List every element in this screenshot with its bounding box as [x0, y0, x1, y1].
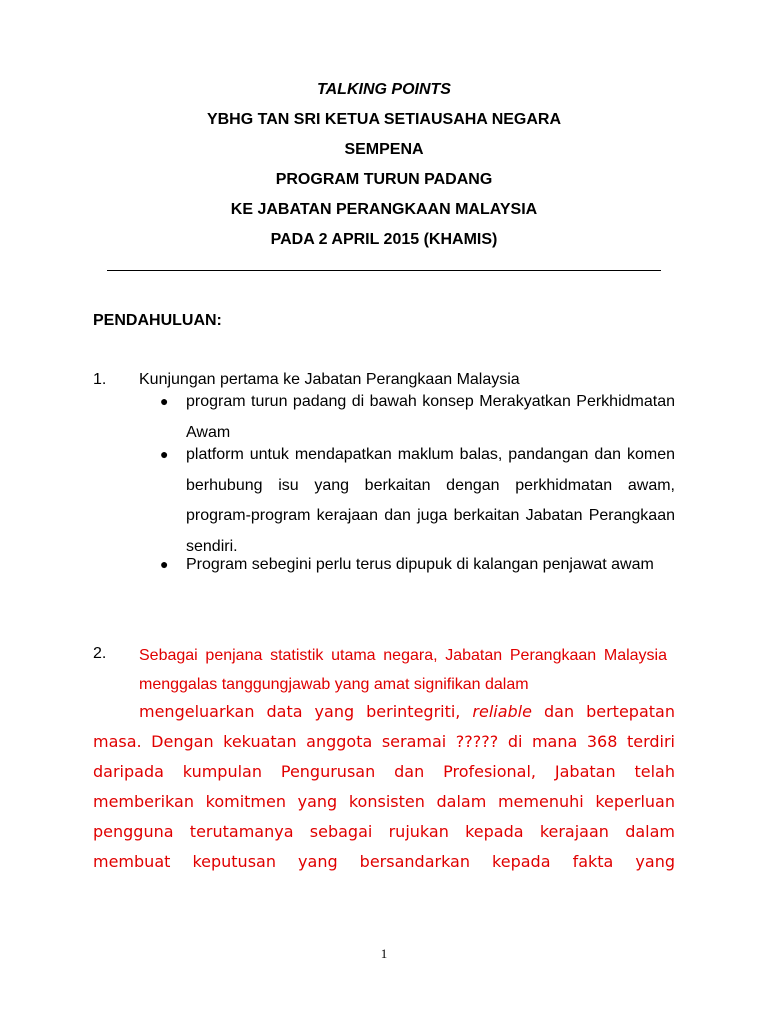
item-2-number: 2. — [93, 645, 107, 662]
section-title: PENDAHULUAN: — [93, 312, 222, 329]
bullet-icon: ● — [160, 446, 169, 462]
page-number: 1 — [380, 946, 388, 961]
bullet-icon: ● — [160, 393, 169, 409]
item-2-text-b: dan bertepatan masa. Dengan kekuatan anggota seramai ????? di mana 368 terdiri daripada kumpulan Pengurusan dan Profesional, Jabatan telah memberikan komitmen yang konsisten dalam memenuhi keperluan pengguna terutamanya sebagai rujukan kepada kerajaan dalam membuat keputusan yang bersandarkan kepada fakta yang — [93, 702, 675, 871]
header-line-3: SEMPENA — [344, 141, 424, 158]
bullet-item-2: platform untuk mendapatkan maklum balas, pandangan dan komen berhubung isu yang berkaitan dengan perkhidmatan awam, program-program kerajaan dan juga berkaitan Jabatan Perangkaan sendiri. — [186, 446, 675, 555]
header-title: TALKING POINTS — [317, 81, 451, 98]
bullet-icon: ● — [160, 556, 169, 572]
header-line-5: KE JABATAN PERANGKAAN MALAYSIA — [230, 201, 538, 218]
item-1-number: 1. — [93, 371, 107, 388]
header-line-6: PADA 2 APRIL 2015 (KHAMIS) — [270, 231, 498, 248]
item-2-italic-word: reliable — [472, 702, 532, 721]
item-2-paragraph-2 — [93, 697, 675, 877]
item-2-paragraph-1: Sebagai penjana statistik utama negara, Jabatan Perangkaan Malaysia menggalas tanggungjawab yang amat signifikan dalam — [139, 647, 667, 693]
bullet-item-3: Program sebegini perlu terus dipupuk di kalangan penjawat awam — [186, 556, 654, 573]
header-line-2: YBHG TAN SRI KETUA SETIAUSAHA NEGARA — [206, 111, 562, 128]
header-divider — [107, 270, 661, 271]
item-2-text-a: mengeluarkan data yang berintegriti, — [139, 702, 461, 721]
header-line-4: PROGRAM TURUN PADANG — [275, 171, 493, 188]
item-1-text: Kunjungan pertama ke Jabatan Perangkaan Malaysia — [139, 371, 520, 388]
document-header — [0, 75, 768, 255]
bullet-item-1: program turun padang di bawah konsep Merakyatkan Perkhidmatan Awam — [186, 393, 675, 441]
